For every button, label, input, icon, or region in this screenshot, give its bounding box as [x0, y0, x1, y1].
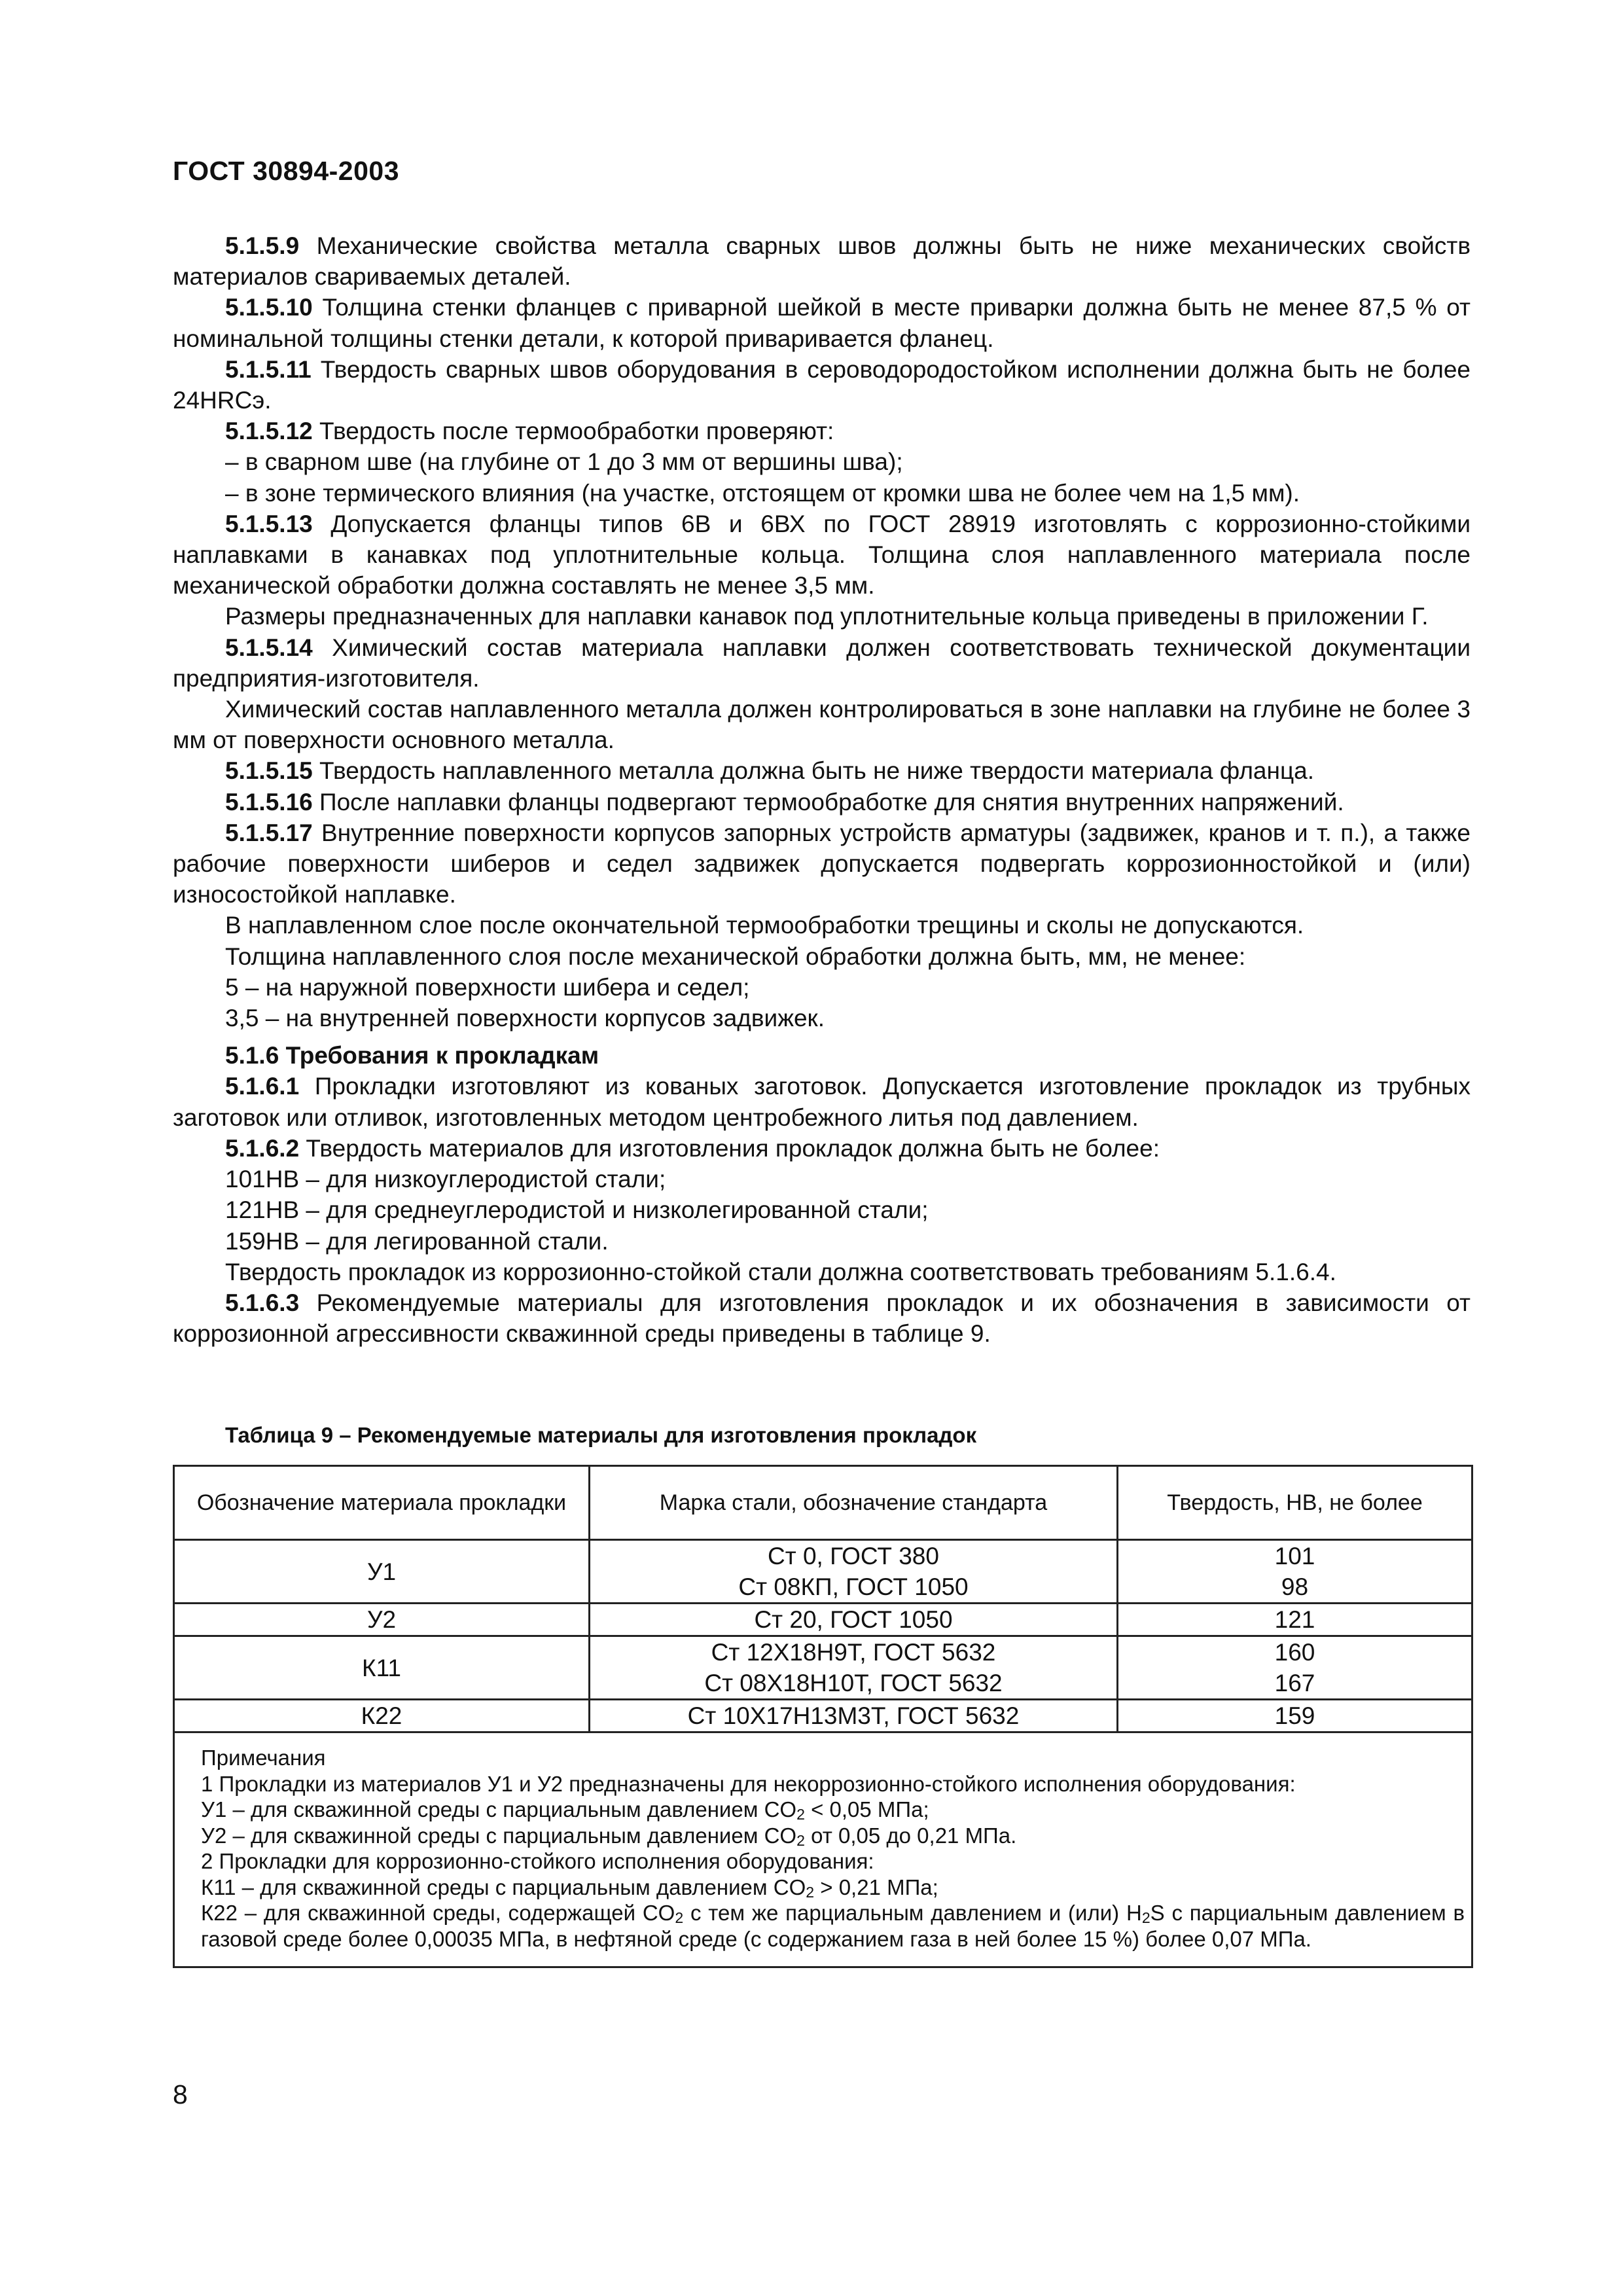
table-cell: Ст 12Х18Н9Т, ГОСТ 5632 Ст 08Х18Н10Т, ГОСТ 5632	[590, 1636, 1118, 1700]
list-item: – в сварном шве (на глубине от 1 до 3 мм от вершины шва);	[225, 448, 903, 476]
paragraph: Размеры предназначенных для наплавки канавок под уплотнительные кольца приведены в приложении Г.	[225, 603, 1429, 630]
paragraph-5-1-5-14: 5.1.5.14 Химический состав материала наплавки должен соответствовать технической документации предприятия-изготовителя.	[173, 634, 1471, 692]
table-cell: К22	[174, 1700, 590, 1732]
list-item: – в зоне термического влияния (на участке, отстоящем от кромки шва не более чем на 1,5 мм).	[225, 479, 1300, 507]
paragraph-5-1-5-9: 5.1.5.9 Механические свойства металла сварных швов должны быть не ниже механических свойств материалов свариваемых деталей.	[173, 232, 1471, 291]
paragraph: Твердость прокладок из коррозионно-стойкой стали должна соответствовать требованиям 5.1.6.4.	[225, 1258, 1336, 1285]
list-item: 121НВ – для среднеуглеродистой и низколегированной стали;	[225, 1196, 929, 1224]
table-cell: Ст 10Х17Н13М3Т, ГОСТ 5632	[590, 1700, 1118, 1732]
note-line: У2 – для скважинной среды с парциальным давлением $CO_2$ от 0,05 до 0,21 МПа.	[201, 1823, 1017, 1849]
paragraph-5-1-5-10: 5.1.5.10 Толщина стенки фланцев с приварной шейкой в месте приварки должна быть не менее 87,5 % от номинальной толщины стенки детали, к которой приваривается фланец.	[173, 294, 1471, 352]
column-header: Обозначение материала прокладки	[174, 1466, 590, 1540]
materials-table	[173, 1465, 1473, 1968]
note-line: К11 – для скважинной среды с парциальным давлением $CO_2 > 0,21$ МПа;	[201, 1874, 938, 1901]
table-notes	[174, 1732, 1472, 1967]
table-row	[174, 1540, 1472, 1604]
paragraph-5-1-5-16: 5.1.5.16 После наплавки фланцы подвергают термообработке для снятия внутренних напряжений.	[225, 788, 1344, 816]
table-cell: 160 167	[1118, 1636, 1472, 1700]
paragraph-5-1-5-13: 5.1.5.13 Допускается фланцы типов 6В и 6ВХ по ГОСТ 28919 изготовлять с коррозионно-стойкими наплавками в канавках под уплотнительные кольца. Толщина слоя наплавленного материала после механической обработки должна составлять не менее 3,5 мм.	[173, 510, 1471, 600]
table-row	[174, 1636, 1472, 1700]
note-line: 1 Прокладки из материалов У1 и У2 предназначены для некоррозионно-стойкого исполнения оборудования:	[201, 1771, 1296, 1796]
table-row	[174, 1604, 1472, 1636]
paragraph: Толщина наплавленного слоя после механической обработки должна быть, мм, не менее:	[225, 942, 1246, 970]
table-cell: Ст 0, ГОСТ 380 Ст 08КП, ГОСТ 1050	[590, 1540, 1118, 1604]
paragraph: Химический состав наплавленного металла должен контролироваться в зоне наплавки на глубине не более 3 мм от поверхности основного металла.	[173, 696, 1471, 754]
note-line: К22 – для скважинной среды, содержащей $CO_2$ с тем же парциальным давлением и (или) $H_2S$ с парциальным давлением в газовой среде более 0,00035 МПа, в нефтяной среде (с содержанием газа в ней более 15 %) более 0,07 МПа.	[201, 1901, 1465, 1951]
note-line: У1 – для скважинной среды с парциальным давлением $CO_2 < 0,05$ МПа;	[201, 1797, 929, 1823]
body-text	[173, 230, 1471, 1349]
column-header: Твердость, НВ, не более	[1118, 1466, 1472, 1540]
table-cell: У1	[174, 1540, 590, 1604]
paragraph-5-1-5-15: 5.1.5.15 Твердость наплавленного металла должна быть не ниже твердости материала фланца.	[225, 757, 1314, 785]
document-title: ГОСТ 30894-2003	[173, 156, 399, 186]
note-line: 2 Прокладки для коррозионно-стойкого исполнения оборудования:	[201, 1849, 874, 1873]
section-heading: 5.1.6 Требования к прокладкам	[225, 1042, 599, 1069]
paragraph-5-1-5-11: 5.1.5.11 Твердость сварных швов оборудования в сероводородостойком исполнении должна быть не более 24HRCэ.	[173, 355, 1471, 414]
table-cell: 121	[1118, 1604, 1472, 1636]
table-header-row	[174, 1466, 1472, 1540]
paragraph-5-1-6-2: 5.1.6.2 Твердость материалов для изготовления прокладок должна быть не более:	[225, 1134, 1160, 1162]
table-cell: Ст 20, ГОСТ 1050	[590, 1604, 1118, 1636]
paragraph-5-1-5-17: 5.1.5.17 Внутренние поверхности корпусов запорных устройств арматуры (задвижек, кранов и т. п.), а также рабочие поверхности шиберов и седел задвижек допускается подвергать коррозионностойкой и (или) износостойкой наплавке.	[173, 819, 1471, 908]
paragraph-5-1-6-3: 5.1.6.3 Рекомендуемые материалы для изготовления прокладок и их обозначения в зависимости от коррозионной агрессивности скважинной среды приведены в таблице 9.	[173, 1289, 1471, 1348]
list-item: 101НВ – для низкоуглеродистой стали;	[225, 1166, 666, 1193]
table-cell: 159	[1118, 1700, 1472, 1732]
list-item: 159НВ – для легированной стали.	[225, 1227, 609, 1255]
table-caption: Таблица 9 – Рекомендуемые материалы для изготовления прокладок	[225, 1423, 977, 1447]
list-item: 3,5 – на внутренней поверхности корпусов задвижек.	[225, 1005, 825, 1032]
notes-title: Примечания	[201, 1746, 326, 1770]
table-cell: У2	[174, 1604, 590, 1636]
paragraph-5-1-6-1: 5.1.6.1 Прокладки изготовляют из кованых заготовок. Допускается изготовление прокладок из трубных заготовок или отливок, изготовленных методом центробежного литья под давлением.	[173, 1073, 1471, 1131]
column-header: Марка стали, обозначение стандарта	[590, 1466, 1118, 1540]
list-item: 5 – на наружной поверхности шибера и седел;	[225, 973, 750, 1001]
table-notes-row	[174, 1732, 1472, 1967]
paragraph: В наплавленном слое после окончательной термообработки трещины и сколы не допускаются.	[225, 912, 1304, 939]
page-number: 8	[173, 2079, 188, 2109]
table-cell: К11	[174, 1636, 590, 1700]
paragraph-5-1-5-12: 5.1.5.12 Твердость после термообработки проверяют:	[225, 418, 834, 445]
table-cell: 101 98	[1118, 1540, 1472, 1604]
table-row	[174, 1700, 1472, 1732]
